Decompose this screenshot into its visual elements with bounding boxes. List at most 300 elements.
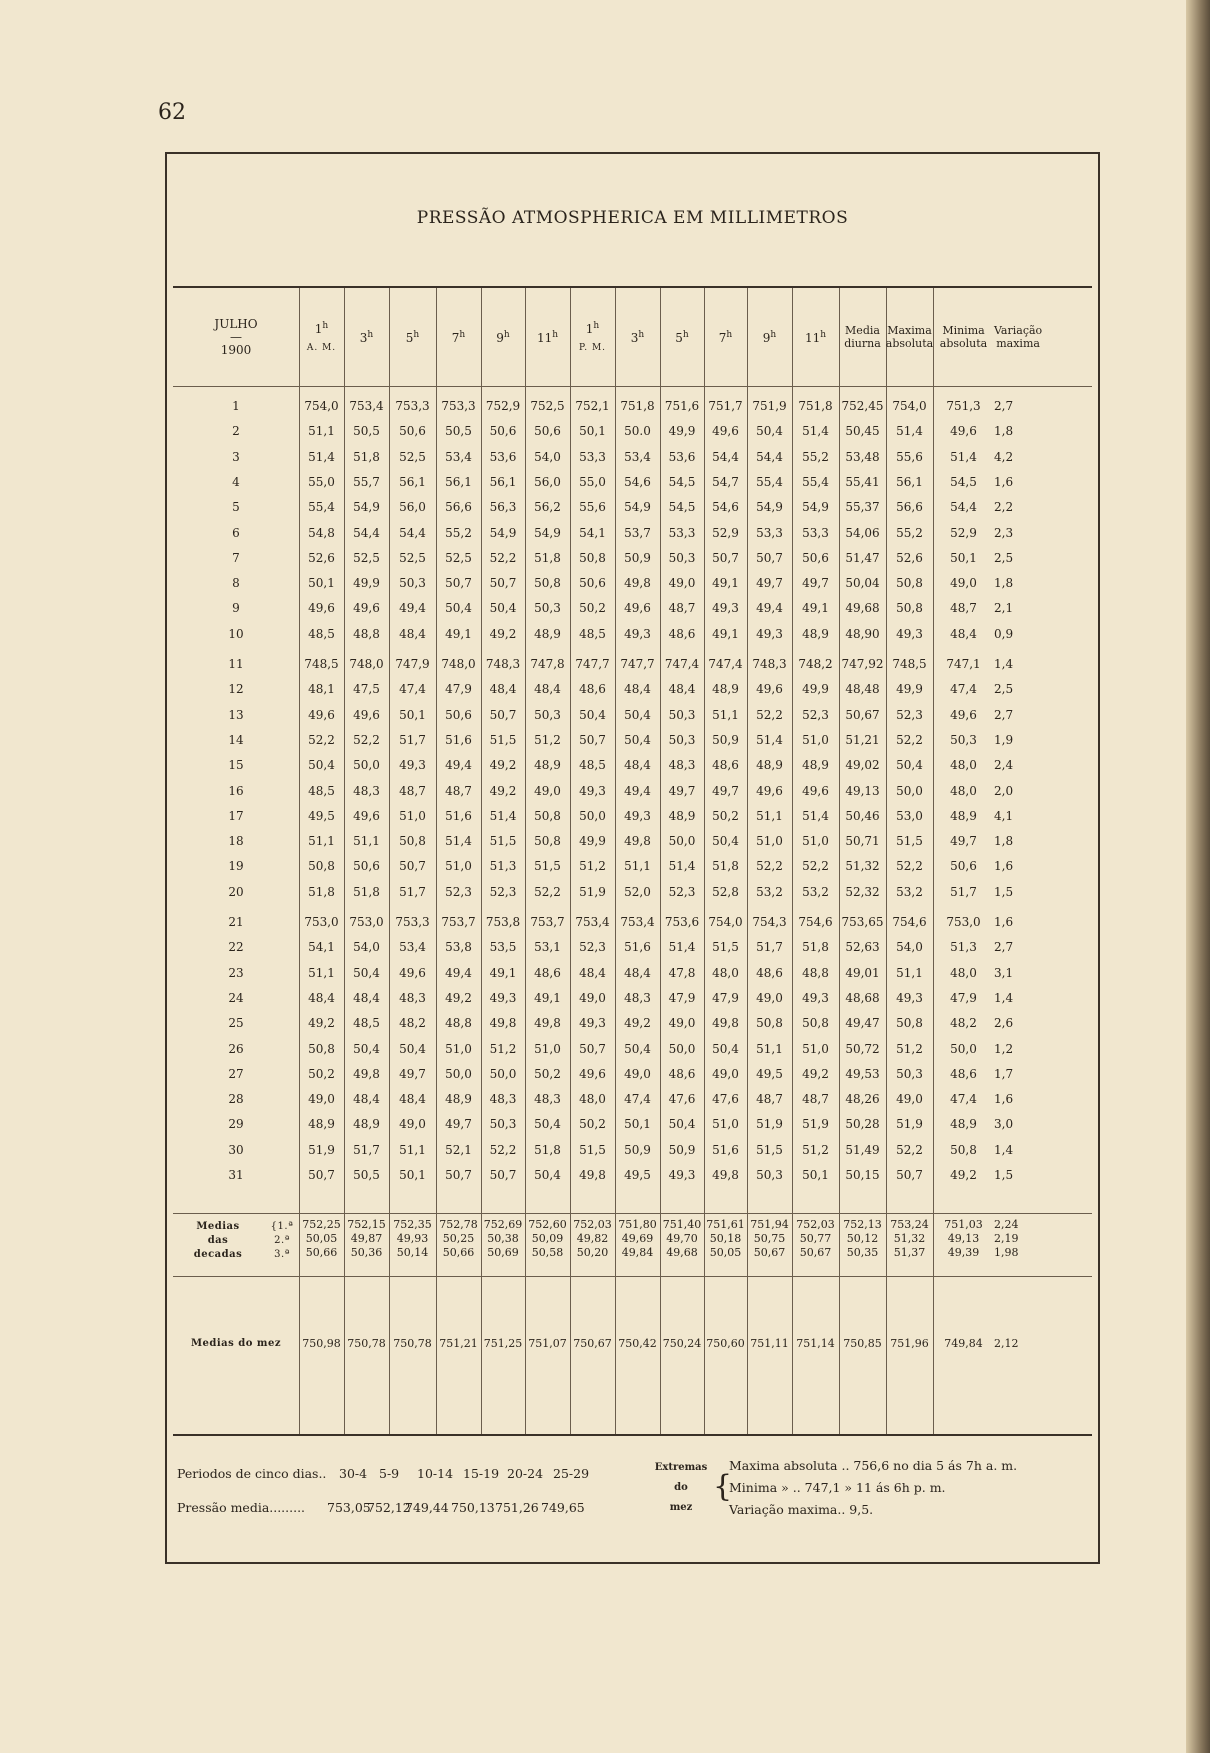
table-cell: 49,9: [579, 834, 606, 849]
hour-label: [586, 320, 599, 336]
month-mean-cell: 751,25: [483, 1337, 523, 1350]
header-divider: [173, 386, 1092, 387]
table-cell: 48,3: [399, 990, 426, 1005]
table-cell: 50,4: [308, 758, 335, 773]
header-hour: [299, 288, 344, 386]
table-cell: 52,2: [756, 707, 783, 722]
header-text: Maxima: [887, 324, 932, 337]
table-cell: 50,4: [534, 1117, 561, 1132]
table-cell: 53,4: [445, 449, 472, 464]
table-cell: 49,5: [308, 808, 335, 823]
table-cell: 52,63: [845, 940, 880, 955]
table-cell: 1,8: [994, 424, 1014, 439]
table-cell: 50,0: [445, 1066, 472, 1081]
month-mean-cell: 750,78: [393, 1337, 432, 1350]
table-cell: 56,1: [489, 474, 517, 489]
table-cell: 49,6: [353, 808, 380, 823]
table-cell: 50,7: [445, 1168, 472, 1182]
day-number: 3: [232, 449, 240, 464]
table-cell: 53,1: [534, 940, 561, 955]
table-cell: 48,4: [489, 682, 517, 697]
table-cell: 48,4: [308, 990, 335, 1005]
table-cell: 49,5: [624, 1168, 651, 1182]
table-cell: 49,01: [845, 965, 880, 980]
table-cell: 50,7: [579, 732, 606, 747]
table-cell: 56,3: [489, 500, 517, 515]
table-cell: 51,7: [353, 1142, 380, 1157]
table-cell: 50,6: [445, 707, 472, 722]
header-text: maxima: [996, 337, 1040, 350]
table-cell: 50,1: [950, 550, 977, 565]
table-cell: 753,3: [441, 399, 476, 413]
table-cell: 48,4: [399, 1092, 426, 1107]
table-cell: 748,0: [349, 657, 384, 671]
table-cell: 52,6: [308, 550, 335, 565]
table-cell: 50,9: [624, 550, 651, 565]
table-cell: 49,8: [624, 576, 651, 591]
table-cell: 48,68: [845, 990, 880, 1005]
table-cell: 54,5: [668, 474, 696, 489]
extreme-variation: Variação maxima.. 9,5.: [729, 1502, 874, 1517]
table-cell: 51,4: [896, 424, 923, 439]
table-cell: 54,4: [950, 500, 977, 515]
table-cell: 52,5: [445, 550, 472, 565]
header-minima-absoluta: [933, 288, 994, 386]
hour-suffix: h: [552, 330, 559, 340]
table-cell: 51,1: [308, 834, 335, 849]
decade-mean-cell: 50,67: [753, 1246, 786, 1259]
table-cell: 2,5: [994, 550, 1014, 565]
table-cell: 55,37: [845, 500, 880, 515]
table-cell: 49,6: [308, 707, 335, 722]
table-cell: 52,2: [802, 859, 829, 874]
table-cell: 52,3: [445, 884, 472, 899]
table-cell: 49,53: [845, 1066, 880, 1081]
hour-suffix: h: [638, 330, 645, 340]
table-cell: 50,3: [668, 732, 696, 747]
table-cell: 47,9: [950, 990, 977, 1005]
table-cell: 50,9: [668, 1142, 696, 1157]
extremes-label: Extremas do mez: [654, 1462, 708, 1513]
table-cell: 49,0: [624, 1066, 651, 1081]
table-cell: 49,0: [308, 1092, 335, 1107]
period-pressure: 753,05: [327, 1500, 371, 1515]
table-cell: 50,8: [896, 1016, 923, 1031]
table-cell: 48,0: [950, 783, 977, 798]
table-cell: 51,4: [668, 859, 696, 874]
day-number: 30: [228, 1142, 244, 1157]
table-cell: 50,0: [896, 783, 923, 798]
hour-number: 5: [675, 331, 683, 345]
period-range: 15-19: [463, 1466, 500, 1481]
table-cell: 50,4: [353, 1041, 380, 1056]
table-cell: 50,3: [399, 576, 426, 591]
hour-label: [360, 329, 373, 345]
table-cell: 48,0: [579, 1092, 606, 1107]
table-cell: 49,3: [624, 808, 651, 823]
table-cell: 52,5: [399, 449, 426, 464]
table-cell: 51,3: [489, 859, 517, 874]
day-number: 5: [232, 500, 240, 515]
table-cell: 50,72: [845, 1041, 880, 1056]
table-cell: 48,8: [802, 965, 829, 980]
table-cell: 51,0: [712, 1117, 739, 1132]
decade-mean-cell: 751,94: [750, 1218, 789, 1231]
table-cell: 747,4: [664, 657, 700, 671]
extreme-minimum: Minima » .. 747,1 » 11 ás 6h p. m.: [729, 1480, 946, 1495]
period-range: 5-9: [379, 1466, 400, 1481]
table-cell: 747,8: [530, 657, 565, 671]
hour-suffix: h: [322, 320, 329, 331]
decade-mean-cell: 50,25: [442, 1232, 475, 1245]
table-cell: 50,2: [579, 1117, 606, 1132]
table-cell: 49,9: [353, 576, 380, 591]
table-cell: 54,4: [353, 525, 380, 540]
table-cell: 51,2: [579, 859, 606, 874]
table-cell: 54,9: [624, 500, 651, 515]
table-cell: 53,2: [756, 884, 783, 899]
table-cell: 51,21: [845, 732, 880, 747]
table-cell: 50,8: [308, 1041, 335, 1056]
hour-number: 7: [718, 331, 727, 345]
table-cell: 49,6: [624, 601, 651, 616]
table-cell: 47,8: [668, 965, 696, 980]
table-cell: 50,2: [712, 808, 739, 823]
table-cell: 48,7: [445, 783, 472, 798]
table-cell: 1,9: [994, 732, 1014, 747]
hour-suffix: h: [503, 330, 510, 340]
table-cell: 52,3: [802, 707, 829, 722]
table-cell: 52,2: [489, 1142, 517, 1157]
table-cell: 1,8: [994, 576, 1014, 591]
table-cell: 3,1: [994, 965, 1014, 980]
table-cell: 53,3: [579, 449, 606, 464]
table-cell: 50,28: [845, 1117, 880, 1132]
table-cell: 3,0: [994, 1117, 1014, 1132]
table-cell: 51,47: [845, 550, 880, 565]
table-cell: 49,6: [802, 783, 829, 798]
table-cell: 753,3: [395, 399, 430, 413]
table-cell: 49,7: [950, 834, 977, 849]
table-cell: 52,2: [896, 732, 923, 747]
table-cell: 50,7: [896, 1168, 923, 1182]
table-cell: 49,7: [712, 783, 739, 798]
decade-mean-cell: 50,05: [305, 1232, 338, 1245]
table-cell: 49,6: [756, 783, 783, 798]
table-cell: 752,9: [485, 399, 521, 413]
table-cell: 752,1: [575, 399, 610, 413]
hour-number: 3: [359, 331, 368, 345]
table-cell: 54,4: [712, 449, 739, 464]
table-cell: 51,5: [896, 834, 923, 849]
day-number: 22: [228, 940, 244, 955]
table-cell: 49,0: [399, 1117, 426, 1132]
table-cell: 53,48: [845, 449, 880, 464]
table-cell: 51,2: [896, 1041, 923, 1056]
table-cell: 1,6: [994, 859, 1014, 874]
table-cell: 51,9: [308, 1142, 335, 1157]
table-cell: 49,1: [802, 601, 829, 616]
table-cell: 754,0: [304, 399, 339, 413]
table-cell: 2,2: [994, 500, 1014, 515]
table-cell: 49,3: [896, 990, 923, 1005]
table-cell: 48,9: [353, 1117, 380, 1132]
hour-label: [631, 329, 644, 345]
decade-mean-cell: 751,61: [706, 1218, 745, 1231]
table-cell: 49,1: [445, 626, 472, 641]
hour-suffix: h: [459, 330, 466, 340]
table-cell: 50,6: [802, 550, 829, 565]
table-cell: 48,9: [802, 758, 829, 773]
table-cell: 55,4: [308, 500, 335, 515]
table-cell: 49,2: [445, 990, 472, 1005]
month-mean-cell: 750,60: [706, 1337, 745, 1350]
table-cell: 49,7: [756, 576, 783, 591]
decade-mean-cell: 2,24: [994, 1218, 1019, 1231]
table-cell: 48,6: [668, 1066, 696, 1081]
pressure-label: Pressão media.........: [177, 1500, 306, 1515]
day-number: 6: [232, 525, 240, 540]
decade-mean-cell: 752,15: [347, 1218, 386, 1231]
decade-mean-cell: 50,38: [487, 1232, 519, 1245]
table-cell: 48,7: [950, 601, 977, 616]
table-cell: 751,8: [798, 399, 833, 413]
table-cell: 54,06: [845, 525, 880, 540]
header-hour: [525, 288, 570, 386]
table-cell: 748,3: [485, 657, 521, 671]
table-cell: 54,0: [534, 449, 561, 464]
table-cell: 50,8: [756, 1016, 783, 1031]
table-cell: 51,32: [845, 859, 880, 874]
table-cell: 747,4: [708, 657, 743, 671]
table-cell: 49,47: [845, 1016, 880, 1031]
table-cell: 48,4: [624, 758, 651, 773]
day-number: 14: [228, 732, 244, 747]
table-cell: 50,8: [896, 576, 923, 591]
table-cell: 753,4: [349, 399, 384, 413]
table-cell: 48,3: [353, 783, 380, 798]
table-cell: 50.0: [624, 424, 651, 439]
table-cell: 50,8: [534, 576, 561, 591]
table-cell: 49,9: [896, 682, 923, 697]
decade-mean-cell: 51,32: [893, 1232, 926, 1245]
table-cell: 54,5: [950, 474, 977, 489]
table-cell: 50,4: [579, 707, 606, 722]
table-cell: 49,3: [624, 626, 651, 641]
hour-suffix: h: [682, 330, 689, 340]
table-cell: 49,4: [399, 601, 426, 616]
table-cell: 748,0: [441, 657, 476, 671]
hour-label: [406, 329, 419, 345]
period-pressure: 750,13: [451, 1500, 495, 1515]
table-cell: 51,4: [308, 449, 335, 464]
table-cell: 50,0: [579, 808, 606, 823]
table-cell: 1,4: [994, 657, 1014, 671]
decade-label-line: decadas: [193, 1249, 243, 1260]
table-cell: 50,7: [489, 576, 517, 591]
table-cell: 54,4: [756, 449, 783, 464]
extreme-maximum: Maxima absoluta .. 756,6 no dia 5 ás 7h a. m.: [729, 1458, 1018, 1473]
table-cell: 50,5: [353, 424, 380, 439]
table-cell: 49,5: [756, 1066, 783, 1081]
table-cell: 56,0: [399, 500, 426, 515]
table-cell: 51,6: [712, 1142, 739, 1157]
table-cell: 54,0: [896, 940, 923, 955]
table-cell: 51,4: [950, 449, 977, 464]
table-cell: 54,7: [712, 474, 739, 489]
pm-marker: P. M.: [578, 342, 607, 353]
table-cell: 50,6: [950, 859, 977, 874]
table-cell: 48,0: [950, 758, 977, 773]
table-cell: 50,4: [756, 424, 783, 439]
decade-mean-cell: 2,19: [994, 1232, 1019, 1245]
decade-mean-cell: 50,14: [396, 1246, 429, 1259]
table-cell: 49,0: [896, 1092, 923, 1107]
table-cell: 55,6: [896, 449, 923, 464]
table-cell: 753,4: [620, 915, 655, 929]
table-cell: 48,8: [353, 626, 380, 641]
table-cell: 48,26: [845, 1092, 880, 1107]
table-cell: 49,3: [579, 783, 606, 798]
day-number: 4: [232, 474, 240, 489]
table-cell: 48,8: [445, 1016, 472, 1031]
table-cell: 51,8: [712, 859, 739, 874]
table-cell: 50,67: [845, 707, 880, 722]
table-cell: 56,0: [534, 474, 561, 489]
table-cell: 50,3: [534, 707, 561, 722]
table-cell: 2,7: [994, 399, 1014, 413]
table-cell: 54,9: [756, 500, 783, 515]
day-number: 12: [228, 682, 244, 697]
table-cell: 52,1: [445, 1142, 472, 1157]
day-number: 23: [228, 965, 244, 980]
table-cell: 48,7: [399, 783, 426, 798]
table-cell: 54,6: [712, 500, 739, 515]
table-cell: 1,4: [994, 1142, 1014, 1157]
table-cell: 51,5: [756, 1142, 783, 1157]
table-cell: 50,9: [624, 1142, 651, 1157]
table-cell: 49,0: [668, 1016, 696, 1031]
table-cell: 55,6: [579, 500, 606, 515]
table-cell: 48,3: [668, 758, 696, 773]
hour-number: 3: [630, 331, 639, 345]
month-means-label: Medias do mez: [190, 1338, 282, 1349]
table-cell: 56,1: [445, 474, 472, 489]
table-cell: 51,5: [712, 940, 739, 955]
table-cell: 51,8: [308, 884, 335, 899]
table-cell: 52,6: [896, 550, 923, 565]
table-cell: 48,6: [756, 965, 783, 980]
table-cell: 50,4: [624, 732, 651, 747]
day-number: 13: [228, 707, 244, 722]
table-cell: 51,0: [445, 1041, 472, 1056]
month-mean-cell: 750,67: [573, 1337, 612, 1350]
periods-label: Periodos de cinco dias..: [177, 1466, 327, 1481]
decade-mean-cell: 753,24: [890, 1218, 929, 1231]
table-cell: 47,5: [353, 682, 380, 697]
table-cell: 50,3: [668, 707, 696, 722]
table-cell: 50,4: [668, 1117, 696, 1132]
table-cell: 53,2: [896, 884, 923, 899]
decade-mean-cell: 752,13: [843, 1218, 882, 1231]
header-hour: [792, 288, 839, 386]
table-cell: 53,7: [624, 525, 651, 540]
table-cell: 754,3: [752, 915, 787, 929]
table-cell: 49,0: [756, 990, 783, 1005]
table-cell: 48,5: [308, 626, 335, 641]
table-cell: 51,1: [896, 965, 923, 980]
header-dash: —: [230, 329, 242, 344]
table-cell: 48,9: [308, 1117, 335, 1132]
hour-number: 11: [536, 331, 553, 345]
table-cell: 49,4: [445, 758, 472, 773]
table-cell: 53,4: [624, 449, 651, 464]
table-cell: 50,3: [950, 732, 977, 747]
table-cell: 54,6: [624, 474, 651, 489]
table-cell: 48,5: [579, 626, 606, 641]
decade-mean-cell: 751,03: [944, 1218, 983, 1231]
table-cell: 55,0: [308, 474, 335, 489]
table-cell: 52,2: [308, 732, 335, 747]
table-cell: 49,9: [802, 682, 829, 697]
table-cell: 51,1: [756, 808, 783, 823]
table-cell: 52,2: [896, 1142, 923, 1157]
table-cell: 49,2: [802, 1066, 829, 1081]
table-cell: 753,8: [485, 915, 521, 929]
table-cell: 751,6: [664, 399, 700, 413]
hour-number: 5: [405, 331, 414, 345]
table-cell: 50,7: [445, 576, 472, 591]
header-media-diurna: [839, 288, 886, 386]
table-cell: 48,2: [399, 1016, 426, 1031]
table-cell: 50,0: [668, 834, 696, 849]
table-cell: 52,5: [399, 550, 426, 565]
table-cell: 50,7: [489, 1168, 517, 1182]
table-cell: 56,1: [399, 474, 426, 489]
decade-mean-cell: 752,78: [439, 1218, 478, 1231]
table-cell: 51,7: [399, 884, 426, 899]
table-cell: 753,65: [841, 915, 884, 929]
table-cell: 49,8: [353, 1066, 380, 1081]
table-cell: 51,4: [802, 808, 829, 823]
table-cell: 48,9: [534, 626, 561, 641]
table-cell: 51,2: [802, 1142, 829, 1157]
table-cell: 1,6: [994, 1092, 1014, 1107]
table-cell: 48,4: [624, 682, 651, 697]
period-range: 25-29: [553, 1466, 590, 1481]
table-cell: 50,04: [845, 576, 880, 591]
table-cell: 51,5: [579, 1142, 606, 1157]
table-cell: 4,2: [994, 449, 1014, 464]
header-text: Minima: [942, 324, 985, 337]
table-cell: 48,3: [624, 990, 651, 1005]
period-range: 30-4: [339, 1466, 368, 1481]
table-cell: 55,4: [802, 474, 829, 489]
table-cell: 48,9: [712, 682, 739, 697]
table-cell: 54,9: [353, 500, 380, 515]
table-cell: 50,4: [896, 758, 923, 773]
table-cell: 51,1: [712, 707, 739, 722]
table-cell: 50,0: [489, 1066, 517, 1081]
table-cell: 50,6: [489, 424, 517, 439]
table-cell: 50,3: [534, 601, 561, 616]
table-cell: 49,3: [896, 626, 923, 641]
table-cell: 49,6: [950, 707, 977, 722]
table-cell: 49,3: [712, 601, 739, 616]
table-cell: 51,49: [845, 1142, 880, 1157]
table-cell: 51,1: [399, 1142, 426, 1157]
table-cell: 56,6: [896, 500, 923, 515]
